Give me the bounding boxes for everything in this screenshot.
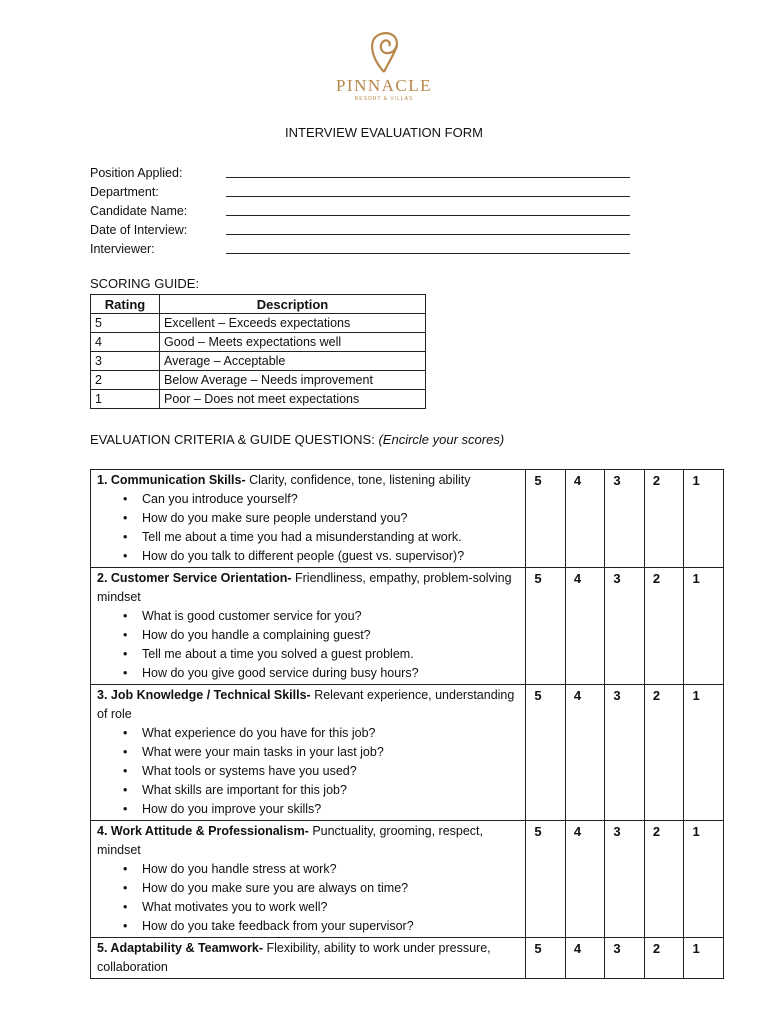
score-option-3[interactable]: 3 xyxy=(605,568,645,685)
guide-question: • What experience do you have for this job? xyxy=(123,724,519,743)
guide-question-list xyxy=(97,490,519,566)
criterion-row xyxy=(91,938,724,979)
criterion-description: Punctuality, grooming, respect, mindset xyxy=(97,824,484,857)
guide-question: • How do you improve your skills? xyxy=(123,800,519,819)
guide-question: • How do you talk to different people (guest vs. supervisor)? xyxy=(123,547,519,566)
score-option-2[interactable]: 2 xyxy=(644,568,684,685)
field-label: Date of Interview: xyxy=(90,222,188,237)
guide-question: • How do you handle a complaining guest? xyxy=(123,626,519,645)
guide-question: • What skills are important for this job? xyxy=(123,781,519,800)
table-row xyxy=(91,371,426,390)
rating-cell: 3 xyxy=(91,352,160,371)
scoring-guide-table xyxy=(90,294,426,409)
rating-cell: 4 xyxy=(91,333,160,352)
guide-question: • How do you give good service during busy hours? xyxy=(123,664,519,683)
guide-question-list xyxy=(97,607,519,683)
criterion-description: Friendliness, empathy, problem-solving mindset xyxy=(97,571,512,604)
criterion-heading xyxy=(97,569,519,607)
field-candidate-name xyxy=(90,201,630,220)
company-logo xyxy=(334,28,434,102)
criteria-title-text: EVALUATION CRITERIA & GUIDE QUESTIONS xyxy=(90,432,372,447)
score-option-5[interactable]: 5 xyxy=(526,470,566,568)
score-option-3[interactable]: 3 xyxy=(605,821,645,938)
score-option-2[interactable]: 2 xyxy=(644,470,684,568)
guide-question-list xyxy=(97,860,519,936)
criterion-description: Relevant experience, understanding of role xyxy=(97,688,515,721)
guide-question: • What tools or systems have you used? xyxy=(123,762,519,781)
score-option-5[interactable]: 5 xyxy=(526,938,566,979)
criterion-title: 4. Work Attitude & Professionalism- xyxy=(97,824,309,838)
guide-question-list xyxy=(97,724,519,819)
guide-question: • What motivates you to work well? xyxy=(123,898,519,917)
field-blank-line[interactable] xyxy=(226,224,630,235)
table-row xyxy=(91,333,426,352)
criteria-section-title: EVALUATION CRITERIA & GUIDE QUESTIONS: (Encircle your scores) xyxy=(90,432,505,447)
criterion-heading xyxy=(97,471,519,490)
criterion-cell xyxy=(91,470,526,568)
criterion-heading xyxy=(97,822,519,860)
field-label: Position Applied: xyxy=(90,165,183,180)
score-option-2[interactable]: 2 xyxy=(644,821,684,938)
score-option-5[interactable]: 5 xyxy=(526,568,566,685)
score-option-2[interactable]: 2 xyxy=(644,938,684,979)
guide-question: • How do you handle stress at work? xyxy=(123,860,519,879)
score-option-1[interactable]: 1 xyxy=(684,821,724,938)
rating-cell: 5 xyxy=(91,314,160,333)
field-blank-line[interactable] xyxy=(226,167,630,178)
candidate-info-fields xyxy=(90,163,630,258)
score-option-1[interactable]: 1 xyxy=(684,568,724,685)
pinnacle-logo-icon xyxy=(367,28,401,74)
criterion-cell xyxy=(91,821,526,938)
score-option-3[interactable]: 3 xyxy=(605,685,645,821)
field-date-of-interview xyxy=(90,220,630,239)
guide-question: • How do you take feedback from your supervisor? xyxy=(123,917,519,936)
score-option-4[interactable]: 4 xyxy=(565,821,605,938)
criterion-row xyxy=(91,470,724,568)
guide-question: • What is good customer service for you? xyxy=(123,607,519,626)
score-option-5[interactable]: 5 xyxy=(526,685,566,821)
table-row xyxy=(91,314,426,333)
score-option-1[interactable]: 1 xyxy=(684,685,724,821)
scoring-guide-title: SCORING GUIDE: xyxy=(90,276,200,291)
guide-question: • How do you make sure people understand you? xyxy=(123,509,519,528)
table-row xyxy=(91,352,426,371)
table-row xyxy=(91,390,426,409)
form-title: INTERVIEW EVALUATION FORM xyxy=(285,125,483,140)
field-blank-line[interactable] xyxy=(226,186,630,197)
score-option-2[interactable]: 2 xyxy=(644,685,684,821)
criterion-description: Clarity, confidence, tone, listening ability xyxy=(245,473,471,487)
criterion-cell xyxy=(91,568,526,685)
description-cell: Below Average – Needs improvement xyxy=(160,371,426,390)
criteria-note: (Encircle your scores) xyxy=(378,432,505,447)
criterion-row xyxy=(91,568,724,685)
score-option-3[interactable]: 3 xyxy=(605,470,645,568)
guide-question: • Tell me about a time you had a misunderstanding at work. xyxy=(123,528,519,547)
field-position-applied xyxy=(90,163,630,182)
criterion-title: 1. Communication Skills- xyxy=(97,473,246,487)
criterion-title: 5. Adaptability & Teamwork- xyxy=(97,941,264,955)
criterion-cell xyxy=(91,685,526,821)
field-label: Candidate Name: xyxy=(90,203,188,218)
score-option-4[interactable]: 4 xyxy=(565,938,605,979)
score-option-5[interactable]: 5 xyxy=(526,821,566,938)
criterion-title: 3. Job Knowledge / Technical Skills- xyxy=(97,688,311,702)
criterion-heading xyxy=(97,686,519,724)
field-blank-line[interactable] xyxy=(226,205,630,216)
field-label: Department: xyxy=(90,184,159,199)
rating-cell: 1 xyxy=(91,390,160,409)
column-header-description: Description xyxy=(160,295,426,314)
field-blank-line[interactable] xyxy=(226,243,630,254)
guide-question: • What were your main tasks in your last job? xyxy=(123,743,519,762)
score-option-4[interactable]: 4 xyxy=(565,568,605,685)
criterion-cell xyxy=(91,938,526,979)
description-cell: Good – Meets expectations well xyxy=(160,333,426,352)
description-cell: Poor – Does not meet expectations xyxy=(160,390,426,409)
rating-cell: 2 xyxy=(91,371,160,390)
table-header-row xyxy=(91,295,426,314)
score-option-4[interactable]: 4 xyxy=(565,470,605,568)
score-option-4[interactable]: 4 xyxy=(565,685,605,821)
criterion-description: Flexibility, ability to work under pressure, collaboration xyxy=(97,941,491,974)
score-option-1[interactable]: 1 xyxy=(684,938,724,979)
evaluation-table xyxy=(90,469,724,979)
brand-name: PINNACLE xyxy=(335,76,433,95)
score-option-3[interactable]: 3 xyxy=(605,938,645,979)
field-department xyxy=(90,182,630,201)
description-cell: Average – Acceptable xyxy=(160,352,426,371)
brand-tagline: RESORT & VILLAS xyxy=(354,96,414,102)
guide-question: • Can you introduce yourself? xyxy=(123,490,519,509)
score-option-1[interactable]: 1 xyxy=(684,470,724,568)
criterion-row xyxy=(91,685,724,821)
criterion-row xyxy=(91,821,724,938)
criterion-title: 2. Customer Service Orientation- xyxy=(97,571,292,585)
criterion-heading xyxy=(97,939,519,977)
description-cell: Excellent – Exceeds expectations xyxy=(160,314,426,333)
guide-question: • Tell me about a time you solved a guest problem. xyxy=(123,645,519,664)
field-label: Interviewer: xyxy=(90,241,155,256)
guide-question: • How do you make sure you are always on time? xyxy=(123,879,519,898)
field-interviewer xyxy=(90,239,630,258)
column-header-rating: Rating xyxy=(91,295,160,314)
